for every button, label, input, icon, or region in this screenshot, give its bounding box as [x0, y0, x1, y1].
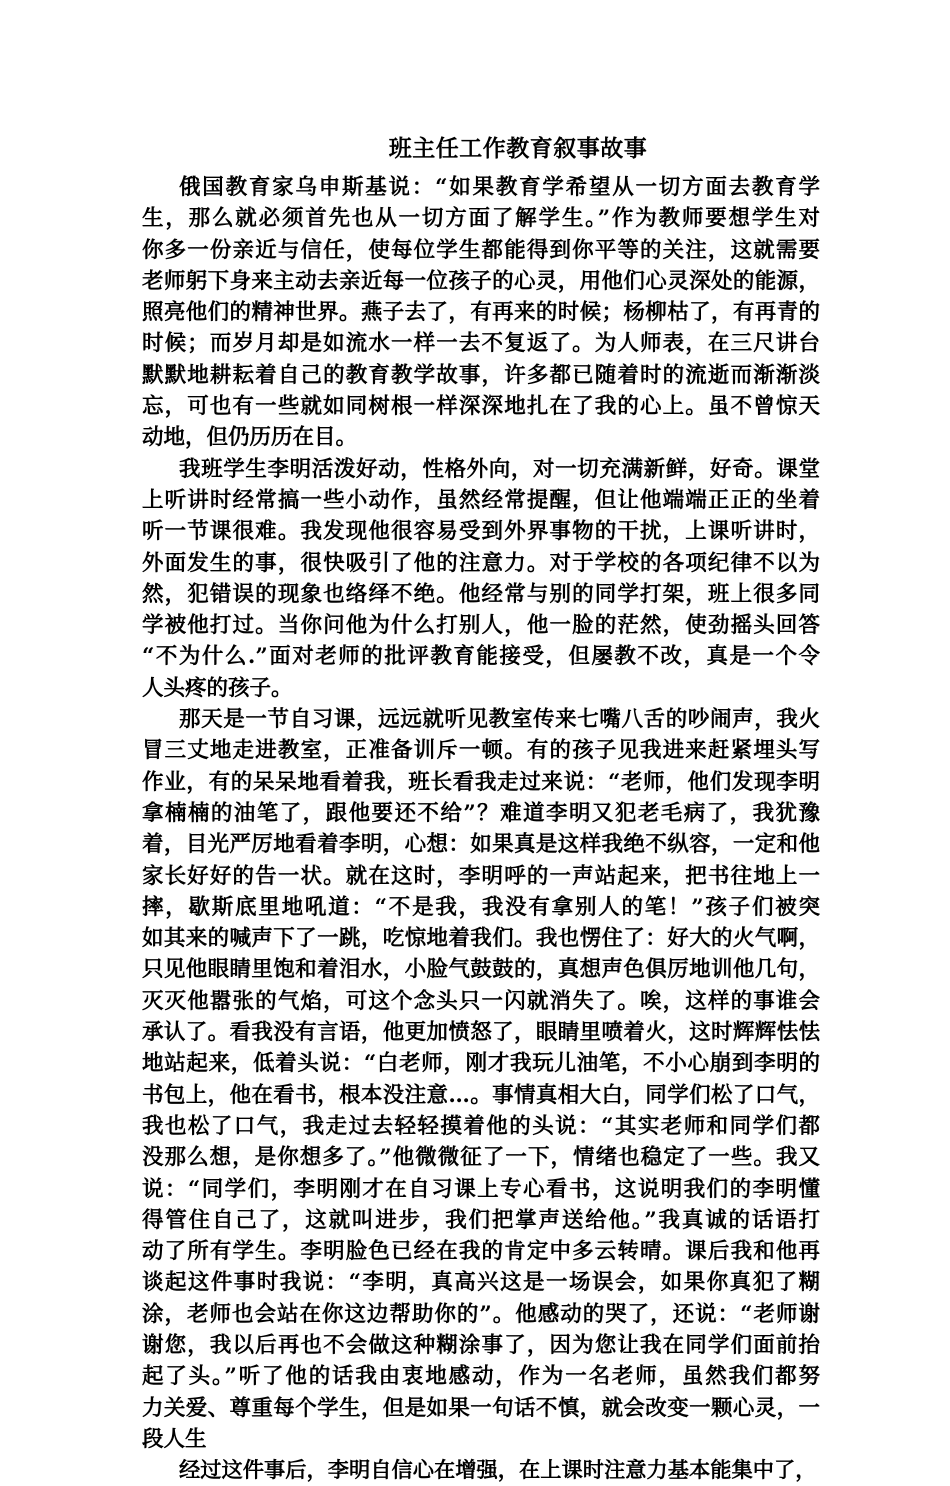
text-line: 默默地耕耘着自己的教育教学故事，许多都已随着时的流逝而渐渐淡 — [142, 362, 820, 388]
text-line: 得管住自己了，这就叫进步，我们把掌声送给他。”我真诚的话语打 — [142, 1207, 820, 1233]
text-line: 如其来的喊声下了一跳，吃惊地着我们。我也愣住了：好大的火气啊， — [142, 926, 820, 952]
text-line: 照亮他们的精神世界。燕子去了，有再来的时候；杨柳枯了，有再青的 — [142, 300, 820, 326]
text-line: 上听讲时经常搞一些小动作，虽然经常提醒，但让他端端正正的坐着 — [142, 487, 820, 513]
text-line: 说：“同学们，李明刚才在自习课上专心看书，这说明我们的李明懂 — [142, 1176, 820, 1202]
text-line: 你多一份亲近与信任，使每位学生都能得到你平等的关注，这就需要 — [142, 237, 820, 263]
text-line: 人头疼的孩子。 — [142, 675, 293, 701]
text-line: 学被他打过。当你问他为什么打别人，他一脸的茫然，使劲摇头回答 — [142, 613, 820, 639]
text-line: 承认了。看我没有言语，他更加愤怒了，眼睛里喷着火，这时辉辉怯怯 — [142, 1020, 820, 1046]
text-line: 地站起来，低着头说：“白老师，刚才我玩儿油笔，不小心崩到李明的 — [142, 1051, 820, 1077]
document-title: 班主任工作教育叙事故事 — [388, 135, 648, 162]
text-line: 段人生 — [142, 1426, 207, 1452]
text-line: 只见他眼睛里饱和着泪水，小脸气鼓鼓的，真想声色俱厉地训他几句， — [142, 957, 820, 983]
text-line: 俄国教育家乌申斯基说：“如果教育学希望从一切方面去教育学 — [179, 175, 820, 200]
text-line: 书包上，他在看书，根本没注意…。事情真相大白，同学们松了口气， — [142, 1082, 820, 1108]
text-line: 时候；而岁月却是如流水一样一去不复返了。为人师表，在三尺讲台 — [142, 331, 820, 357]
text-line: 起了头。”听了他的话我由衷地感动，作为一名老师，虽然我们都努 — [142, 1364, 820, 1390]
paragraph-1 — [142, 172, 820, 454]
paragraph-4 — [142, 1455, 820, 1486]
text-line: 没那么想，是你想多了。”他微微征了一下，情绪也稳定了一些。我又 — [142, 1145, 820, 1171]
text-line: 家长好好的告一状。就在这时，李明呼的一声站起来，把书往地上一 — [142, 863, 820, 889]
text-line: 摔，歇斯底里地吼道：“不是我，我没有拿别人的笔！”孩子们被突 — [142, 894, 820, 920]
text-line: 老师躬下身来主动去亲近每一位孩子的心灵，用他们心灵深处的能源， — [142, 268, 820, 294]
text-line: 涂，老师也会站在你这边帮助你的”。他感动的哭了，还说：“老师谢 — [142, 1301, 820, 1327]
paragraph-2 — [142, 454, 820, 704]
text-line: 生，那么就必须首先也从一切方面了解学生。”作为教师要想学生对 — [142, 206, 820, 232]
text-line: 作业，有的呆呆地看着我，班长看我走过来说：“老师，他们发现李明 — [142, 769, 820, 795]
paragraph-3 — [142, 704, 820, 1455]
text-line: “不为什么.”面对老师的批评教育能接受，但屡教不改，真是一个令 — [142, 644, 820, 670]
text-line: 拿楠楠的油笔了，跟他要还不给”？难道李明又犯老毛病了，我犹豫 — [142, 800, 820, 826]
text-line: 着，目光严厉地看着李明，心想：如果真是这样我绝不纵容，一定和他 — [142, 832, 820, 858]
text-line: 忘，可也有一些就如同树根一样深深地扎在了我的心上。虽不曾惊天 — [142, 394, 820, 420]
text-line: 灭灭他嚣张的气焰，可这个念头只一闪就消失了。唉，这样的事谁会 — [142, 988, 820, 1014]
text-line: 谈起这件事时我说：“李明，真高兴这是一场误会，如果你真犯了糊 — [142, 1270, 820, 1296]
text-line: 谢您，我以后再也不会做这种糊涂事了，因为您让我在同学们面前抬 — [142, 1332, 820, 1358]
text-line: 我班学生李明活泼好动，性格外向，对一切充满新鲜，好奇。课堂 — [179, 456, 820, 482]
document-body — [142, 172, 820, 1486]
text-line: 外面发生的事，很快吸引了他的注意力。对于学校的各项纪律不以为 — [142, 550, 820, 576]
text-line: 力关爱、尊重每个学生，但是如果一句话不慎，就会改变一颗心灵，一 — [142, 1395, 820, 1421]
text-line: 冒三丈地走进教室，正准备训斥一顿。有的孩子见我进来赶紧埋头写 — [142, 738, 820, 764]
text-line: 动地，但仍历历在目。 — [142, 425, 358, 451]
text-line: 那天是一节自习课，远远就听见教室传来七嘴八舌的吵闹声，我火 — [179, 707, 820, 733]
text-line: 我也松了口气，我走过去轻轻摸着他的头说：“其实老师和同学们都 — [142, 1113, 820, 1139]
text-line: 听一节课很难。我发现他很容易受到外界事物的干扰，上课听讲时， — [142, 519, 820, 545]
text-line: 然，犯错误的现象也络绎不绝。他经常与别的同学打架，班上很多同 — [142, 581, 820, 607]
text-line: 动了所有学生。李明脸色已经在我的肯定中多云转晴。课后我和他再 — [142, 1239, 820, 1265]
text-line: 经过这件事后，李明自信心在增强，在上课时注意力基本能集中了， — [179, 1458, 817, 1484]
